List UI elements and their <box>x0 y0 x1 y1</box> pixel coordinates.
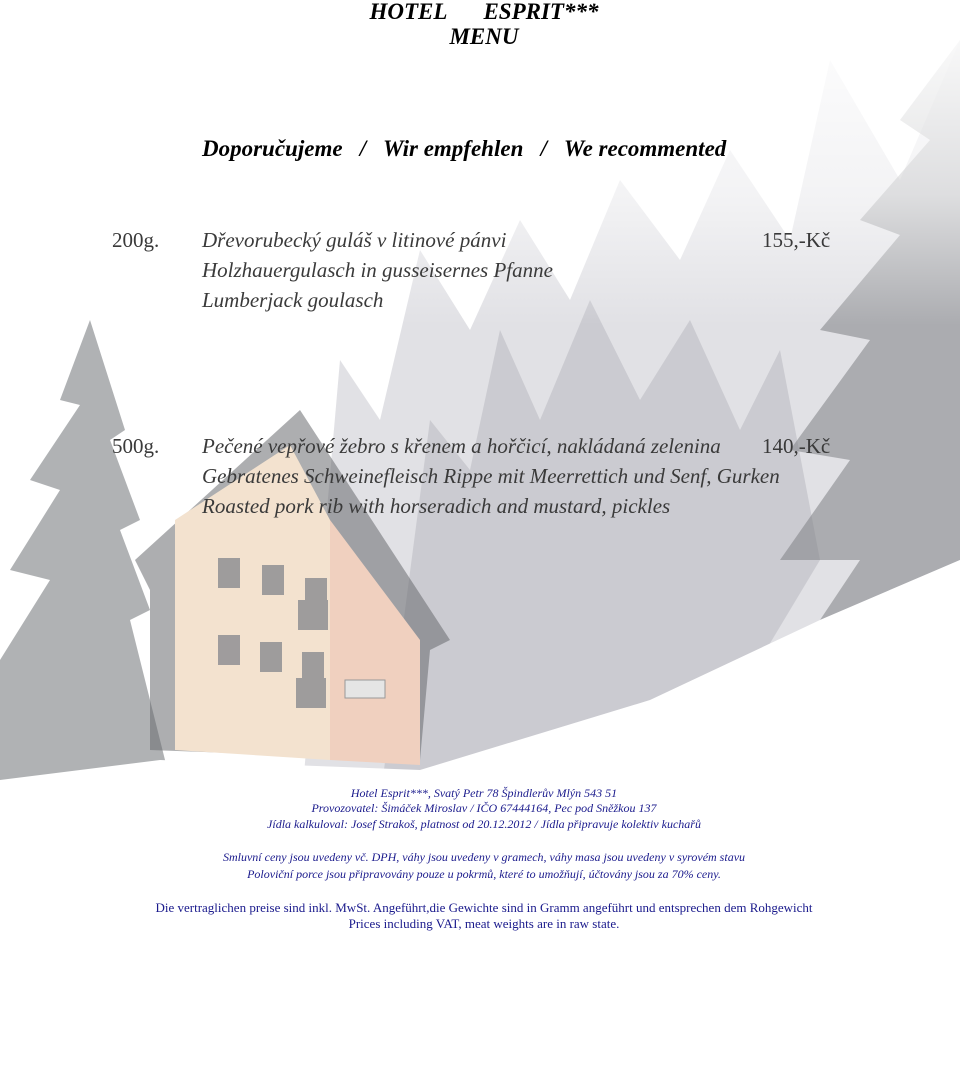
dish-price: 140,-Kč <box>762 434 831 458</box>
hotel-title <box>0 0 960 25</box>
footer-prices-cz: Smluvní ceny jsou uvedeny vč. DPH, váhy jsou uvedeny v gramech, váhy masa jsou uvedeny v syrovém stavu <box>222 850 746 864</box>
recommend-heading: Doporučujeme / Wir empfehlen / We recommented <box>202 136 727 161</box>
hotel-name: ESPRIT*** <box>483 0 599 24</box>
footer-address: Hotel Esprit***, Svatý Petr 78 Špindlerův Mlýn 543 51 <box>350 786 618 800</box>
footer-calc: Jídla kalkuloval: Josef Strakoš, platnost od 20.12.2012 / Jídla připravuje kolektiv kuchařů <box>267 817 701 831</box>
menu-heading: MENU <box>449 24 519 49</box>
footer-prices-en: Prices including VAT, meat weights are in raw state. <box>348 916 620 931</box>
footer-half-portion: Poloviční porce jsou připravovány pouze u pokrmů, které to umožňují, účtovány jsou za 70% ceny. <box>247 867 721 881</box>
dish-price: 155,-Kč <box>762 228 831 252</box>
dish-name-de: Holzhauergulasch in gusseisernes Pfanne <box>202 258 553 282</box>
dish-name-cz: Pečené vepřové žebro s křenem a hořčicí, nakládaná zelenina <box>202 434 721 458</box>
dish-weight: 200g. <box>112 228 160 252</box>
dish-weight: 500g. <box>112 434 160 458</box>
dish-name-cz: Dřevorubecký guláš v litinové pánvi <box>202 228 507 252</box>
hotel-word: HOTEL <box>369 0 448 24</box>
dish-name-en: Roasted pork rib with horseradich and mustard, pickles <box>202 494 671 518</box>
dish-name-de: Gebratenes Schweinefleisch Rippe mit Meerrettich und Senf, Gurken <box>202 464 780 488</box>
footer-prices-de: Die vertraglichen preise sind inkl. MwSt. Angeführt,die Gewichte sind in Gramm angeführt und entsprechen dem Rohgewicht <box>155 900 813 915</box>
footer-operator: Provozovatel: Šimáček Miroslav / IČO 67444164, Pec pod Sněžkou 137 <box>311 801 657 815</box>
dish-name-en: Lumberjack goulasch <box>202 288 384 312</box>
